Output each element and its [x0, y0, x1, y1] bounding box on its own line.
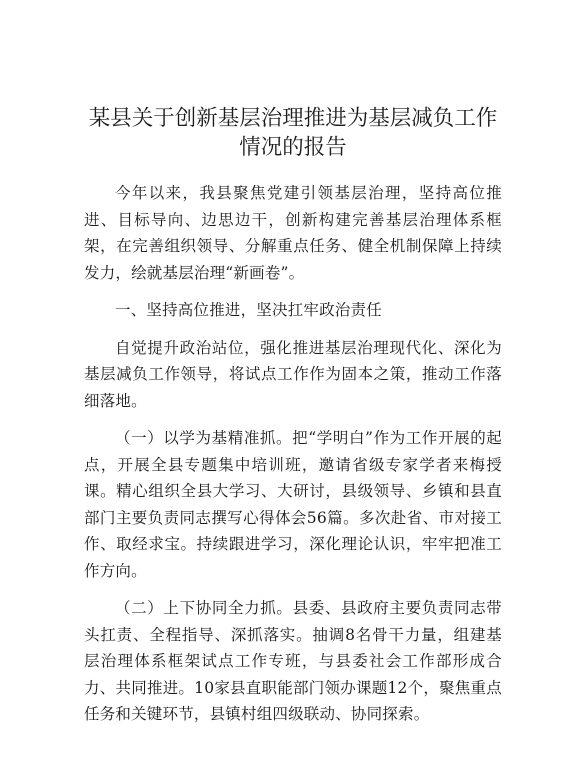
document-title: 某县关于创新基层治理推进为基层减负工作情况的报告	[88, 106, 498, 160]
section-1-paragraph: 自觉提升政治站位，强化推进基层治理现代化、深化为基层减负工作领导，将试点工作作为固本之策，推动工作落细落地。	[84, 338, 502, 410]
section-heading-1: 一、坚持高位推进，坚决扛牢政治责任	[115, 301, 382, 319]
intro-paragraph: 今年以来，我县聚焦党建引领基层治理，坚持高位推进、目标导向、边思边干，创新构建完善基层治理体系框架，在完善组织领导、分解重点任务、健全机制保障上持续发力，绘就基层治理“新画卷”。	[84, 184, 502, 282]
subsection-1-paragraph: （一）以学为基精准抓。把“学明白”作为工作开展的起点，开展全县专题集中培训班，邀请省级专家学者来梅授课。精心组织全县大学习、大研讨，县级领导、乡镇和县直部门主要负责同志撰写心得体会56篇。多次赴省、市对接工作、取经求宝。持续跟进学习，深化理论认识，牢牢把准工作方向。	[84, 429, 502, 580]
subsection-2-paragraph: （二）上下协同全力抓。县委、县政府主要负责同志带头扛责、全程指导、深抓落实。抽调8名骨干力量，组建基层治理体系框架试点工作专班，与县委社会工作部形成合力、共同推进。10家县直职能部门领办课题12个，聚焦重点任务和关键环节，县镇村组四级联动、协同探索。	[84, 599, 502, 723]
